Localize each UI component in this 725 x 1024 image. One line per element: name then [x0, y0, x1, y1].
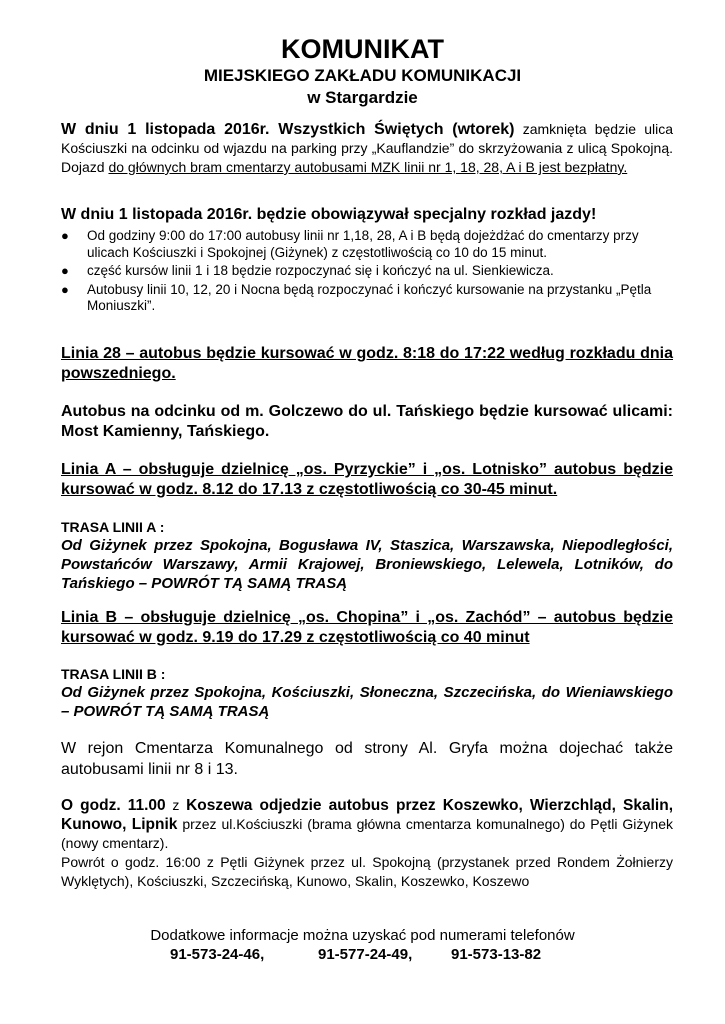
phone-number: 91-573-13-82: [451, 946, 542, 963]
special-connector: z: [165, 797, 187, 813]
bullet-icon: ●: [61, 263, 69, 278]
list-item: [61, 263, 673, 280]
phone-number: 91-577-24-49,: [318, 946, 413, 963]
special-bus-return: Powrót o godz. 16:00 z Pętli Giżynek przez ul. Spokojną (przystanek przed Rondem Żołnierzy Wyklętych), Kościuszki, Szczecińską, Kunowo, Skalin, Koszewko, Koszewo: [61, 854, 673, 889]
special-destination: przez ul.Kościuszki (brama główna cmentarza komunalnego) do Pętli Giżynek (nowy cmentarz).: [61, 816, 673, 851]
line-28-notice: Linia 28 – autobus będzie kursować w godz. 8:18 do 17:22 według rozkładu dnia powszedniego.: [61, 345, 673, 382]
special-bus-departure: [61, 796, 673, 853]
schedule-section: [61, 204, 673, 317]
page-city: w Stargardzie: [307, 88, 418, 107]
route-b-text: Od Giżynek przez Spokojna, Kościuszki, Słoneczna, Szczecińska, do Wieniawskiego – POWRÓT TĄ SAMĄ TRASĄ: [61, 684, 673, 720]
intro-lead: W dniu 1 listopada 2016r. Wszystkich Świętych (wtorek): [61, 121, 515, 138]
route-b-label: TRASA LINII B :: [61, 666, 166, 682]
special-route: Koszewa odjedzie autobus przez Koszewko, Wierzchląd, Skalin, Kunowo, Lipnik: [61, 797, 674, 833]
route-a-text: Od Giżynek przez Spokojna, Bogusława IV, Staszica, Warszawska, Niepodległości, Powstańców Warszawy, Armii Krajowej, Broniewskiego, Lelewela, Lotników, do Tańskiego – POWRÓT TĄ SAMĄ TRASĄ: [61, 537, 673, 592]
route-a-label: TRASA LINII A :: [61, 519, 165, 535]
special-bus-section: [61, 796, 673, 891]
special-time: O godz. 11.00: [61, 797, 166, 814]
cemetery-access-note: W rejon Cmentarza Komunalnego od strony Al. Gryfa można dojechać także autobusami linii nr 8 i 13.: [61, 740, 673, 778]
schedule-list: [61, 228, 673, 315]
list-item-text: Od godziny 9:00 do 17:00 autobusy linii nr 1,18, 28, A i B będą dojeżdżać do cmentarzy przy ulicach Kościuszki i Spokojnej (Giżynek) z częstotliwością co 10 do 15 minut.: [87, 228, 639, 260]
page-title: KOMUNIKAT: [281, 34, 444, 64]
route-b-section: [61, 665, 673, 721]
bullet-icon: ●: [61, 281, 69, 297]
line-a-notice: Linia A – obsługuje dzielnicę „os. Pyrzyckie” i „os. Lotnisko” autobus będzie kursować w godz. 8.12 do 17.13 z częstotliwością co 30-45 minut.: [61, 461, 673, 498]
bullet-icon: ●: [61, 228, 69, 243]
intro-underlined: do głównych bram cmentarzy autobusami MZK linii nr 1, 18, 28, A i B jest bezpłatny.: [108, 159, 628, 175]
list-item-text: Autobusy linii 10, 12, 20 i Nocna będą rozpoczynać i kończyć kursowanie na przystanku „Pętla Moniuszki”.: [87, 281, 652, 313]
page-subtitle: MIEJSKIEGO ZAKŁADU KOMUNIKACJI: [203, 66, 522, 85]
phone-number: 91-573-24-46,: [170, 946, 265, 963]
bus-route-notice: Autobus na odcinku od m. Golczewo do ul. Tańskiego będzie kursować ulicami: Most Kamienny, Tańskiego.: [61, 403, 673, 440]
list-item-text: część kursów linii 1 i 18 będzie rozpoczynać się i kończyć na ul. Sienkiewicza.: [87, 263, 554, 278]
schedule-title: W dniu 1 listopada 2016r. będzie obowiązywał specjalny rozkład jazdy!: [61, 206, 597, 223]
list-item: [61, 228, 673, 261]
list-item: [61, 282, 673, 315]
intro-paragraph: [61, 120, 673, 177]
intro-text: zamknięta będzie ulica Kościuszki na odcinku od wjazdu na parking przy „Kauflandzie” do skrzyżowania z ulicą Spokojną. Dojazd: [61, 121, 673, 175]
line-b-notice: Linia B – obsługuje dzielnicę „os. Chopina” i „os. Zachód” – autobus będzie kursować w godz. 9.19 do 17.29 z częstotliwością co 40 minut: [61, 609, 673, 646]
footer-info: Dodatkowe informacje można uzyskać pod numerami telefonów: [150, 927, 575, 944]
route-a-section: [61, 518, 673, 593]
